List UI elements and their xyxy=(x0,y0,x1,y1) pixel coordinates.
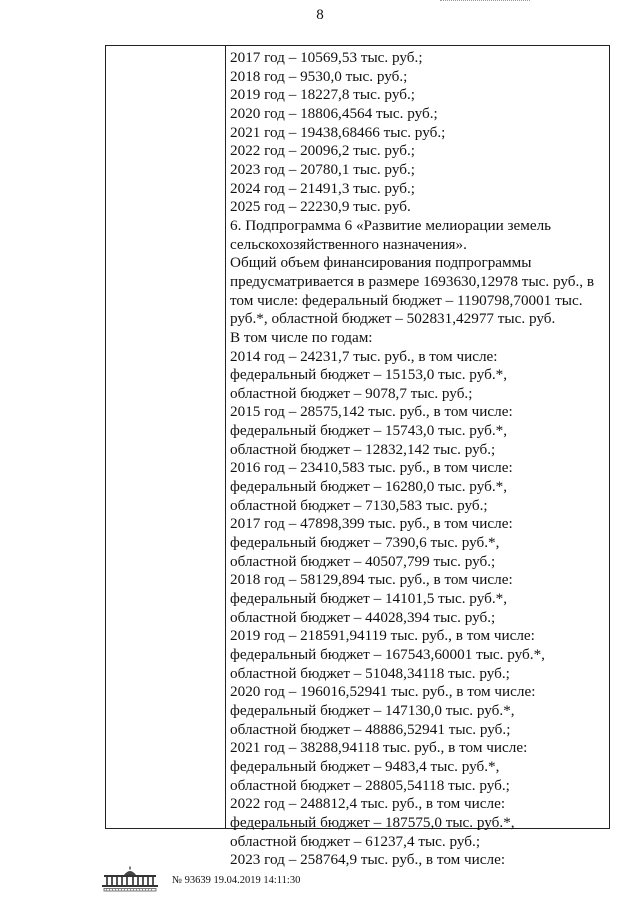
text-line: 2022 год – 248812,4 тыс. руб., в том числе: xyxy=(230,795,506,813)
text-line: областной бюджет – 12832,142 тыс. руб.; xyxy=(230,440,496,458)
text-line: 2018 год – 9530,0 тыс. руб.; xyxy=(230,67,408,85)
table-left-column xyxy=(106,46,226,828)
text-line: областной бюджет – 40507,799 тыс. руб.; xyxy=(230,552,496,570)
text-line: 2025 год – 22230,9 тыс. руб. xyxy=(230,198,411,216)
text-line: 2014 год – 24231,7 тыс. руб., в том числе: xyxy=(230,347,498,365)
text-line: федеральный бюджет – 167543,60001 тыс. руб.*, xyxy=(230,646,545,663)
text-line: областной бюджет – 61237,4 тыс. руб.; xyxy=(230,832,481,850)
text-line: областной бюджет – 48886,52941 тыс. руб.; xyxy=(230,720,511,738)
text-line: 2016 год – 23410,583 тыс. руб., в том числе: xyxy=(230,459,513,477)
text-line: 2019 год – 18227,8 тыс. руб.; xyxy=(230,86,415,104)
text-line: 2015 год – 28575,142 тыс. руб., в том числе: xyxy=(230,403,513,421)
text-line: 2018 год – 58129,894 тыс. руб., в том числе: xyxy=(230,571,513,589)
text-line: областной бюджет – 51048,34118 тыс. руб.; xyxy=(230,664,510,682)
text-line: федеральный бюджет – 147130,0 тыс. руб.*, xyxy=(230,701,515,719)
text-line: 2017 год – 47898,399 тыс. руб., в том числе: xyxy=(230,515,513,533)
page-number: 8 xyxy=(316,7,324,23)
text-line: 6. Подпрограмма 6 «Развитие мелиорации земель xyxy=(230,216,552,234)
text-line: 2023 год – 258764,9 тыс. руб., в том числе: xyxy=(230,851,506,869)
document-footer xyxy=(100,866,430,894)
text-line: предусматривается в размере 1693630,12978 тыс. руб., в xyxy=(230,272,595,290)
text-line: 2022 год – 20096,2 тыс. руб.; xyxy=(230,142,415,160)
text-line: федеральный бюджет – 7390,6 тыс. руб.*, xyxy=(230,534,500,552)
text-line: 2020 год – 196016,52941 тыс. руб., в том числе: xyxy=(230,683,536,701)
text-line: 2017 год – 10569,53 тыс. руб.; xyxy=(230,49,423,66)
text-line: 2020 год – 18806,4564 тыс. руб.; xyxy=(230,104,438,122)
text-line: Общий объем финансирования подпрограммы xyxy=(230,254,532,272)
text-line: 2021 год – 38288,94118 тыс. руб., в том числе: xyxy=(230,739,528,757)
text-line: 2023 год – 20780,1 тыс. руб.; xyxy=(230,160,415,178)
text-line: 2024 год – 21491,3 тыс. руб.; xyxy=(230,179,415,197)
text-line: федеральный бюджет – 15743,0 тыс. руб.*, xyxy=(230,422,508,440)
government-building-seal-icon xyxy=(100,866,160,892)
text-line: федеральный бюджет – 187575,0 тыс. руб.*, xyxy=(230,813,515,831)
text-line: руб.*, областной бюджет – 502831,42977 тыс. руб. xyxy=(230,310,556,328)
text-line: федеральный бюджет – 16280,0 тыс. руб.*, xyxy=(230,478,508,496)
text-line: федеральный бюджет – 15153,0 тыс. руб.*, xyxy=(230,366,508,384)
text-line: областной бюджет – 7130,583 тыс. руб.; xyxy=(230,496,488,514)
text-line: В том числе по годам: xyxy=(230,328,373,346)
text-line: областной бюджет – 28805,54118 тыс. руб.; xyxy=(230,776,510,794)
text-line: 2019 год – 218591,94119 тыс. руб., в том числе: xyxy=(230,627,535,645)
text-line: 2021 год – 19438,68466 тыс. руб.; xyxy=(230,123,446,141)
text-line: областной бюджет – 44028,394 тыс. руб.; xyxy=(230,608,496,626)
registration-stamp: № 93639 19.04.2019 14:11:30 xyxy=(172,875,301,886)
scan-speck xyxy=(440,0,530,5)
text-line: федеральный бюджет – 9483,4 тыс. руб.*, xyxy=(230,757,500,775)
text-line: областной бюджет – 9078,7 тыс. руб.; xyxy=(230,384,473,402)
text-line: том числе: федеральный бюджет – 1190798,70001 тыс. xyxy=(230,291,583,309)
document-table xyxy=(105,45,610,869)
text-line: сельскохозяйственного назначения». xyxy=(230,235,467,253)
table-right-column xyxy=(230,49,603,870)
text-line: федеральный бюджет – 14101,5 тыс. руб.*, xyxy=(230,590,508,608)
